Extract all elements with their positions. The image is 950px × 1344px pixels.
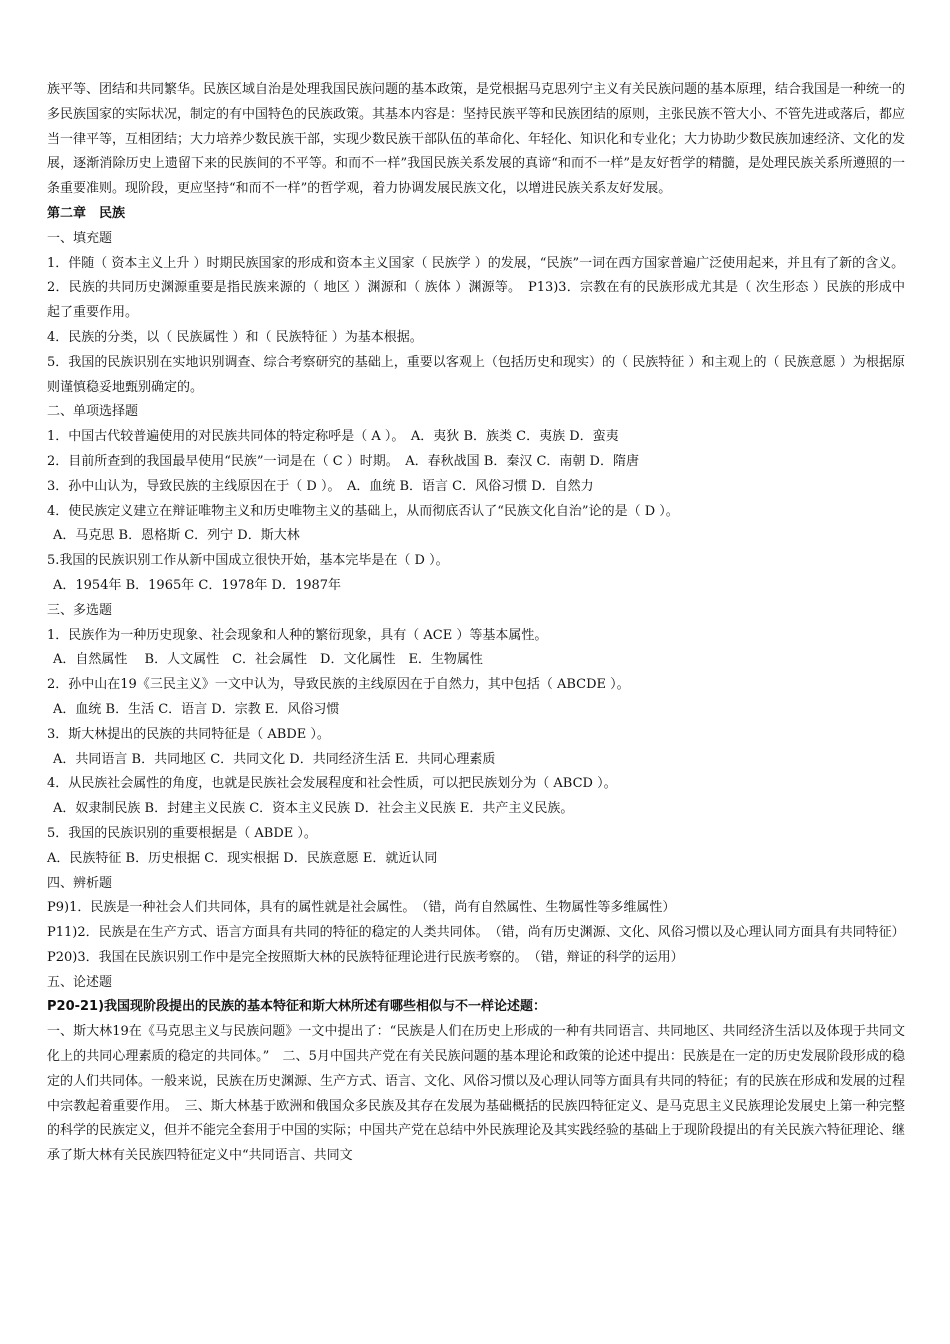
paragraph: 3．孙中山认为，导致民族的主线原因在于（ D ）。 A．血统 B．语言 C．风俗习惯 D．自然力 [47,478,594,494]
paragraph: P11)2．民族是在生产方式、语言方面具有共同的特征的稳定的人类共同体。 （错，尚有历史渊源、文化、风俗习惯以及心理认同方面具有共同特征） [47,925,905,941]
paragraph: A．1954年 B．1965年 C．1978年 D．1987年 [53,577,342,593]
paragraph: A．奴隶制民族 B．封建主义民族 C．资本主义民族 D．社会主义民族 E．共产主义民族。 [53,801,574,817]
section-heading: 第二章 民族 [47,205,126,221]
paragraph: P9)1．民族是一种社会人们共同体，具有的属性就是社会属性。 （错，尚有自然属性、生物属性等多维属性） [47,900,676,916]
paragraph: 一、斯大林19在《马克思主义与民族问题》一文中提出了：“民族是人们在历史上形成的一种有共同语言、共同地区、共同经济生活以及体现于共同文化上的共同心理素质的稳定的共同体。” 二、5月中国共产党在有关民族问题的基本理论和政策的论述中提出：民族是在一定的历史发展阶段形成的稳定的人们共同体。一般来说，民族在历史渊源、生产方式、语言、文化、风俗习惯以及心理认同等方面具有共同的特征；有的民族在形成和发展的过程中宗教起着重要作用。 三、斯大林基于欧洲和俄国众多民族及其存在发展为基础概括的民族四特征定义、是马克思主义民族理论发展史上第一种完整的科学的民族定义，但并不能完全套用于中国的实际；中国共产党在总结中外民族理论及其实践经验的基础上于现阶段提出的有关民族六特征理论、继承了斯大林有关民族四特征定义中“共同语言、共同文 [47,1024,906,1164]
paragraph: 5．我国的民族识别在实地识别调查、综合考察研究的基础上，重要以客观上（包括历史和现实）的（ 民族特征 ）和主观上的（ 民族意愿 ）为根据原则谨慎稳妥地甄别确定的。 [47,354,905,395]
paragraph: A．民族特征 B．历史根据 C．现实根据 D．民族意愿 E．就近认同 [47,850,438,866]
paragraph: 3．斯大林提出的民族的共同特征是（ ABDE ）。 [47,726,330,742]
paragraph: A．血统 B．生活 C．语言 D．宗教 E．风俗习惯 [53,701,340,717]
paragraph: A．自然属性 B．人文属性 C．社会属性 D．文化属性 E．生物属性 [53,652,483,668]
paragraph: 4．使民族定义建立在辩证唯物主义和历史唯物主义的基础上，从而彻底否认了“民族文化自治”论的是（ D ）。 [47,503,679,519]
paragraph: A．马克思 B．恩格斯 C．列宁 D．斯大林 [53,528,300,544]
paragraph: 1．伴随（ 资本主义上升 ）时期民族国家的形成和资本主义国家（ 民族学 ）的发展，“民族”一词在西方国家普遍广泛使用起来，并且有了新的含义。 [47,255,905,271]
paragraph: 2．孙中山在19《三民主义》一文中认为，导致民族的主线原因在于自然力，其中包括（ ABCDE ）。 [47,677,630,693]
paragraph: 2．目前所查到的我国最早使用“民族”一词是在（ C ）时期。 A．春秋战国 B．秦汉 C．南朝 D．隋唐 [47,453,639,469]
paragraph: 五、论述题 [47,974,113,990]
paragraph: A．共同语言 B．共同地区 C．共同文化 D．共同经济生活 E．共同心理素质 [53,751,496,767]
section-heading: P20-21)我国现阶段提出的民族的基本特征和斯大林所述有哪些相似与不一样论述题： [47,999,547,1015]
paragraph: 4．从民族社会属性的角度，也就是民族社会发展程度和社会性质，可以把民族划分为（ ABCD ）。 [47,776,617,792]
paragraph: 1．民族作为一种历史现象、社会现象和人种的繁衍现象，具有（ ACE ）等基本属性。 [47,627,548,643]
paragraph: 1．中国古代较普遍使用的对民族共同体的特定称呼是（ A ）。 A．夷狄 B．族类 C．夷族 D．蛮夷 [47,429,619,445]
paragraph: 二、单项选择题 [47,404,139,420]
paragraph: 5.我国的民族识别工作从新中国成立很快开始，基本完毕是在（ D ）。 [47,553,449,569]
paragraph: 4．民族的分类，以（ 民族属性 ）和（ 民族特征 ）为基本根据。 [47,329,423,345]
paragraph: P20)3．我国在民族识别工作中是完全按照斯大林的民族特征理论进行民族考察的。 （错，辩证的科学的运用） [47,949,684,965]
paragraph: 族平等、团结和共同繁华。民族区域自治是处理我国民族问题的基本政策，是党根据马克思列宁主义有关民族问题的基本原理，结合我国是一种统一的多民族国家的实际状况，制定的有中国特色的民族政策。其基本内容是：坚持民族平等和民族团结的原则，主张民族不管大小、不管先进或落后，都应当一律平等，互相团结；大力培养少数民族干部，实现少数民族干部队伍的革命化、年轻化、知识化和专业化；大力协助少数民族加速经济、文化的发展，逐渐消除历史上遗留下来的民族间的不平等。和而不一样”我国民族关系发展的真谛“和而不一样”是友好哲学的精髓，是处理民族关系所遵照的一条重要准则。现阶段，更应坚持“和而不一样”的哲学观，着力协调发展民族文化，以增进民族关系友好发展。 [47,82,906,197]
paragraph: 2．民族的共同历史渊源重要是指民族来源的（ 地区 ）渊源和（ 族体 ）渊源等。 P13)3．宗教在有的民族形成尤其是（ 次生形态 ）民族的形成中起了重要作用。 [47,280,905,321]
paragraph: 四、辨析题 [47,875,113,891]
document-page [47,78,905,1169]
paragraph: 三、多选题 [47,602,113,618]
paragraph: 一、填充题 [47,230,113,246]
paragraph: 5．我国的民族识别的重要根据是（ ABDE ）。 [47,825,317,841]
